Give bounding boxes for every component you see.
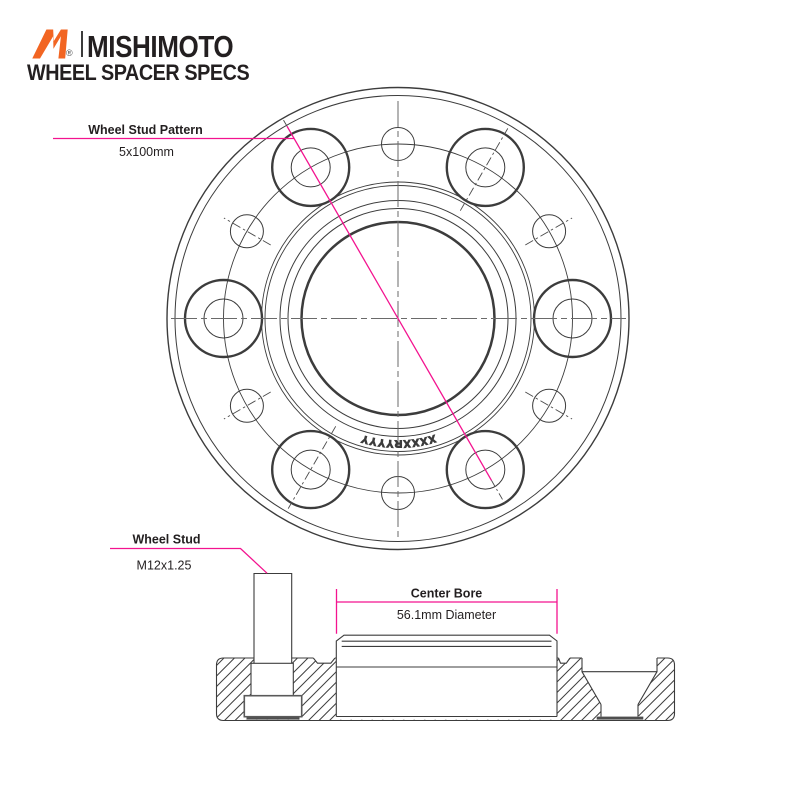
- diameter-line-extension-top: [284, 120, 288, 126]
- registered-mark: ®: [66, 48, 73, 58]
- stud-pattern-label: Wheel Stud Pattern: [88, 123, 203, 137]
- countersink-seat-bar: [597, 717, 644, 720]
- brand-name: MISHIMOTO: [87, 29, 234, 64]
- wheel-stud-value: M12x1.25: [136, 558, 192, 573]
- center-bore-void: [336, 635, 557, 720]
- stud-shaft-fill: [254, 574, 292, 664]
- center-bore-label: Center Bore: [410, 586, 483, 601]
- wheel-stud-label: Wheel Stud: [132, 532, 201, 547]
- etched-part-number: XXXXRYYYY: [359, 432, 437, 450]
- countersink-recess-fill: [582, 658, 657, 672]
- stud-pattern-value: 5x100mm: [119, 145, 174, 159]
- stud-block-fill: [251, 663, 293, 695]
- diameter-line-extension-bottom: [492, 480, 507, 506]
- stud-pattern-diameter-line: [287, 126, 492, 480]
- page-title: WHEEL SPACER SPECS: [27, 60, 250, 85]
- center-bore-value: 56.1mm Diameter: [396, 608, 497, 622]
